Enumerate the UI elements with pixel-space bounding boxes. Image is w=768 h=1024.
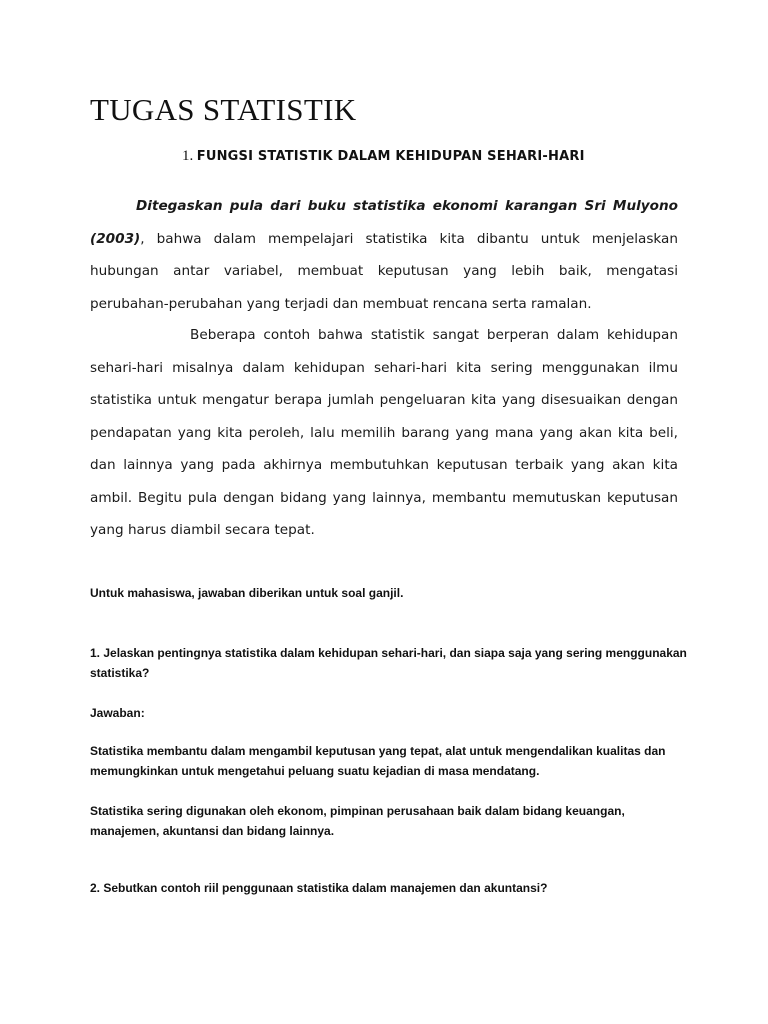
question-1: 1. Jelaskan pentingnya statistika dalam kehidupan sehari-hari, dan siapa saja yang sering menggunakan statistika? [90, 646, 687, 680]
question-2: 2. Sebutkan contoh riil penggunaan statistika dalam manajemen dan akuntansi? [90, 881, 548, 895]
section-heading-text: FUNGSI STATISTIK DALAM KEHIDUPAN SEHARI-HARI [196, 149, 585, 164]
section-number: 1. [182, 148, 194, 164]
document-title: TUGAS STATISTIK [90, 92, 357, 127]
answer-1-paragraph-2: Statistika sering digunakan oleh ekonom, pimpinan perusahaan baik dalam bidang keuangan, manajemen, akuntansi dan bidang lainnya. [90, 804, 625, 838]
paragraph-1-text: , bahwa dalam mempelajari statistika kita dibantu untuk menjelaskan hubungan antar variabel, membuat keputusan yang lebih baik, mengatasi perubahan-perubahan yang terjadi dan membuat rencana serta ramalan. [90, 230, 678, 312]
answer-1-paragraph-1: Statistika membantu dalam mengambil keputusan yang tepat, alat untuk mengendalikan kualitas dan memungkinkan untuk mengetahui peluang suatu kejadian di masa mendatang. [90, 744, 666, 778]
paragraph-1 [90, 190, 678, 320]
section-heading [182, 148, 585, 165]
answer-label: Jawaban: [90, 706, 145, 720]
paragraph-1-emphasis: Ditegaskan pula dari buku statistika ekonomi karangan Sri Mulyono (2003) [90, 198, 678, 247]
paragraph-2: Beberapa contoh bahwa statistik sangat berperan dalam kehidupan sehari-hari misalnya dalam kehidupan sehari-hari kita sering menggunakan ilmu statistika untuk mengatur berapa jumlah pengeluaran kita yang disesuaikan dengan pendapatan yang kita peroleh, lalu memilih barang yang mana yang akan kita beli, dan lainnya yang pada akhirnya membutuhkan keputusan terbaik yang akan kita ambil. Begitu pula dengan bidang yang lainnya, membantu memutuskan keputusan yang harus diambil secara tepat. [90, 327, 678, 538]
student-note: Untuk mahasiswa, jawaban diberikan untuk soal ganjil. [90, 586, 404, 600]
